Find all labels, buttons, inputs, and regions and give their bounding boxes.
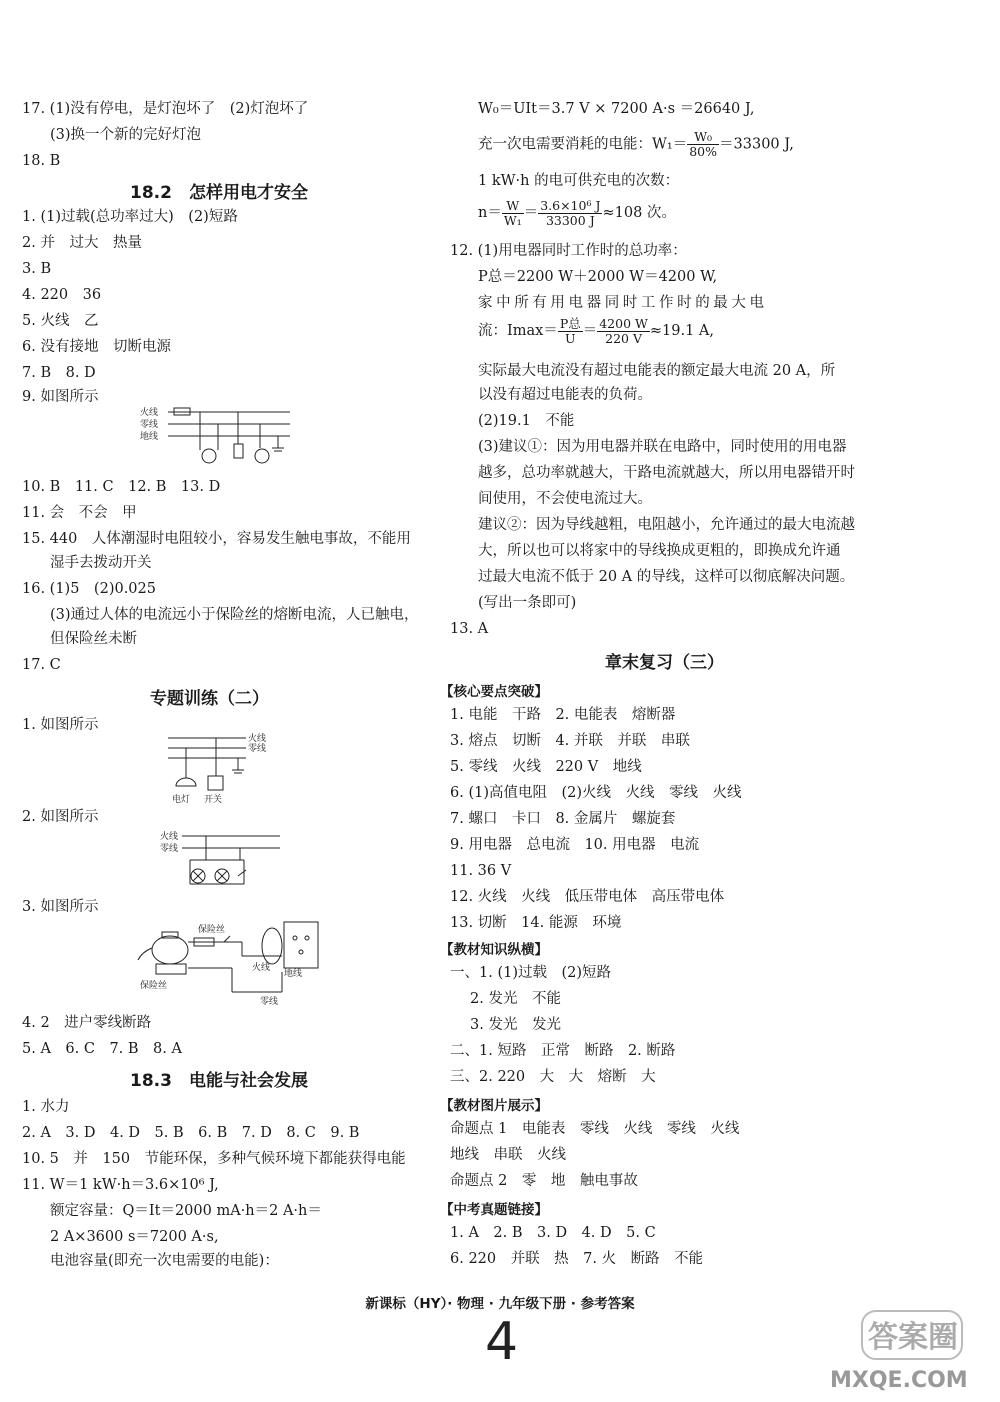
numerator: 4200 W bbox=[599, 315, 648, 331]
formula-text: ＝ bbox=[523, 205, 539, 221]
answer-item: 11. 会 不会 甲 bbox=[22, 505, 137, 521]
section-subtitle: 【中考真题链接】 bbox=[440, 1202, 548, 1218]
denominator: 33300 J bbox=[545, 212, 595, 228]
answer-line: 大，所以也可以将家中的导线换成更粗的，即换成允许通 bbox=[478, 543, 841, 559]
circuit-diagram-1 bbox=[140, 404, 300, 470]
diagram-label-zero: 零线 bbox=[160, 844, 179, 854]
answer-item: 2. A 3. D 4. D 5. B 6. B 7. D 8. C 9. B bbox=[22, 1125, 360, 1141]
section-title-chapter-review: 章末复习（三） bbox=[605, 653, 724, 673]
section-subtitle: 【核心要点突破】 bbox=[440, 684, 548, 700]
answer-line: 建议②：因为导线越粗，电阻越小，允许通过的最大电流越 bbox=[478, 517, 855, 533]
answer-item: 命题点 1 电能表 零线 火线 零线 火线 bbox=[450, 1121, 740, 1137]
section-title-18-3: 18.3 电能与社会发展 bbox=[130, 1071, 308, 1091]
answer-item: 13. 切断 14. 能源 环境 bbox=[450, 915, 622, 931]
answer-item: 3. 熔点 切断 4. 并联 并联 串联 bbox=[450, 733, 690, 749]
answer-item: 10. 5 并 150 节能环保，多种气候环境下都能获得电能 bbox=[22, 1151, 406, 1167]
watermark-logo bbox=[790, 1305, 990, 1395]
answer-item: 12. 火线 火线 低压带电体 高压带电体 bbox=[450, 889, 725, 905]
answer-item: 命题点 2 零 地 触电事故 bbox=[450, 1173, 638, 1189]
diagram-label-zero: 零线 bbox=[140, 420, 159, 430]
answer-item: 11. 36 V bbox=[450, 863, 512, 879]
answer-item: 5. A 6. C 7. B 8. A bbox=[22, 1041, 182, 1057]
answer-item: 2. 如图所示 bbox=[22, 809, 99, 825]
answer-item: 6. (1)高值电阻 (2)火线 火线 零线 火线 bbox=[450, 785, 742, 801]
answer-item-cont: 电池容量(即充一次电需要的电能)： bbox=[50, 1253, 279, 1269]
formula-text: ＝ bbox=[582, 323, 598, 339]
formula-text: ≈19.1 A, bbox=[649, 323, 714, 339]
fraction bbox=[597, 317, 650, 346]
answer-item: 5. 零线 火线 220 V 地线 bbox=[450, 759, 642, 775]
answer-item: 1. 如图所示 bbox=[22, 717, 99, 733]
formula-line bbox=[478, 198, 676, 228]
answer-item: 1. 水力 bbox=[22, 1099, 70, 1115]
answer-item-cont: (3)通过人体的电流远小于保险丝的熔断电流，人已触电， bbox=[50, 607, 419, 623]
answer-item: 15. 440 人体潮湿时电阻较小，容易发生触电事故，不能用 bbox=[22, 531, 411, 547]
answer-line: 间使用，不会使电流过大。 bbox=[478, 491, 652, 507]
answer-item: 2. 发光 不能 bbox=[470, 991, 561, 1007]
answer-line: (3)建议①：因为用电器并联在电路中，同时使用的用电器 bbox=[478, 439, 847, 455]
diagram-label-fire: 火线 bbox=[248, 734, 267, 744]
answer-item: 16. (1)5 (2)0.025 bbox=[22, 581, 156, 597]
formula-text: ＝33300 J, bbox=[719, 136, 794, 153]
answer-item: 12. (1)用电器同时工作时的总功率： bbox=[450, 243, 687, 259]
diagram-label-zero: 零线 bbox=[260, 997, 279, 1007]
answer-item: 地线 串联 火线 bbox=[450, 1147, 566, 1163]
diagram-label-fuse: 保险丝 bbox=[198, 925, 226, 935]
answer-line: (写出一条即可) bbox=[478, 595, 577, 611]
answer-item: 3. 如图所示 bbox=[22, 899, 99, 915]
formula-text: 充一次电需要消耗的电能：W₁＝ bbox=[478, 136, 688, 153]
answer-item: 3. B bbox=[22, 261, 52, 277]
fraction bbox=[538, 199, 602, 228]
answer-item: 4. 220 36 bbox=[22, 287, 102, 303]
answer-item: 二、1. 短路 正常 断路 2. 断路 bbox=[450, 1043, 676, 1059]
watermark-text-bottom: MXQE.COM bbox=[830, 1368, 968, 1393]
numerator: W₀ bbox=[687, 130, 719, 145]
answer-item: 7. 螺口 卡口 8. 金属片 螺旋套 bbox=[450, 811, 676, 827]
diagram-label-fire: 火线 bbox=[252, 963, 271, 973]
answer-item: 17. C bbox=[22, 657, 61, 673]
denominator: U bbox=[565, 330, 576, 346]
answer-item: 5. 火线 乙 bbox=[22, 313, 99, 329]
fraction bbox=[502, 199, 524, 228]
answer-item: 9. 用电器 总电流 10. 用电器 电流 bbox=[450, 837, 700, 853]
answer-line: 实际最大电流没有超过电能表的额定最大电流 20 A，所 bbox=[478, 363, 836, 379]
answer-item: 7. B 8. D bbox=[22, 365, 96, 381]
section-title-18-2: 18.2 怎样用电才安全 bbox=[130, 183, 308, 203]
answer-18: 18. B bbox=[22, 153, 61, 169]
answer-item: 6. 220 并联 热 7. 火 断路 不能 bbox=[450, 1251, 704, 1267]
answer-item: 11. W＝1 kW·h＝3.6×10⁶ J, bbox=[22, 1177, 219, 1193]
diagram-label-fire: 火线 bbox=[140, 408, 159, 418]
denominator: W₁ bbox=[503, 212, 522, 228]
diagram-label-ground: 地线 bbox=[140, 432, 159, 442]
kettle-circuit-diagram bbox=[132, 912, 332, 1012]
answer-item-cont: 2 A×3600 s＝7200 A·s, bbox=[50, 1229, 219, 1245]
fraction bbox=[558, 317, 583, 346]
formula-line bbox=[478, 130, 794, 159]
formula-line bbox=[478, 316, 714, 346]
diagram-label-lamp: 电灯 bbox=[172, 795, 191, 805]
page-footer: 新课标（HY）· 物理 · 九年级下册 · 参考答案 bbox=[365, 1296, 635, 1312]
answer-item: 一、1. (1)过载 (2)短路 bbox=[450, 965, 612, 981]
diagram-label-switch: 开关 bbox=[204, 795, 223, 805]
answer-line: (2)19.1 不能 bbox=[478, 413, 575, 429]
answer-line: W₀＝UIt＝3.7 V × 7200 A·s ＝26640 J, bbox=[478, 101, 755, 117]
diagram-label-fire: 火线 bbox=[160, 832, 179, 842]
watermark-text-top: 答案圈 bbox=[868, 1320, 958, 1355]
diagram-label-fuse: 保险丝 bbox=[140, 981, 168, 991]
formula-text: 流：Imax＝ bbox=[478, 323, 558, 339]
answer-item: 4. 2 进户零线断路 bbox=[22, 1015, 152, 1031]
numerator: 3.6×10⁶ J bbox=[540, 197, 601, 213]
answer-line: P总＝2200 W＋2000 W＝4200 W, bbox=[478, 269, 718, 285]
answer-item: 6. 没有接地 切断电源 bbox=[22, 339, 171, 355]
section-subtitle: 【教材知识纵横】 bbox=[440, 942, 548, 958]
handwritten-page-number: 4 bbox=[485, 1312, 519, 1372]
numerator: P总 bbox=[559, 315, 581, 331]
numerator: W bbox=[502, 199, 524, 214]
section-title-special-training: 专题训练（二） bbox=[150, 689, 269, 709]
answer-item: 9. 如图所示 bbox=[22, 389, 99, 405]
fraction bbox=[687, 130, 719, 159]
circuit-diagram-3 bbox=[160, 826, 290, 894]
answer-item-cont: 但保险丝未断 bbox=[50, 631, 137, 647]
section-subtitle: 【教材图片展示】 bbox=[440, 1098, 548, 1114]
answer-line: 家中所有用电器同时工作时的最大电 bbox=[478, 295, 768, 311]
formula-text: n＝ bbox=[478, 205, 502, 221]
answer-item: 10. B 11. C 12. B 13. D bbox=[22, 479, 221, 495]
answer-line: 以没有超过电能表的负荷。 bbox=[478, 387, 652, 403]
answer-item: 1. A 2. B 3. D 4. D 5. C bbox=[450, 1225, 656, 1241]
answer-item: 13. A bbox=[450, 621, 489, 637]
circuit-diagram-2 bbox=[158, 730, 288, 806]
answer-item: 三、2. 220 大 大 熔断 大 bbox=[450, 1069, 656, 1085]
denominator: 220 V bbox=[605, 330, 642, 346]
answer-line: 1 kW·h 的电可供充电的次数： bbox=[478, 173, 680, 189]
diagram-label-ground: 地线 bbox=[284, 969, 303, 979]
answer-line: 越多，总功率就越大，干路电流就越大，所以用电器错开时 bbox=[478, 465, 855, 481]
answer-item: 3. 发光 发光 bbox=[470, 1017, 561, 1033]
answer-item-cont: 额定容量：Q＝It＝2000 mA·h＝2 A·h＝ bbox=[50, 1203, 322, 1219]
answer-item: 1. (1)过载(总功率过大) (2)短路 bbox=[22, 209, 238, 225]
answer-17-3: (3)换一个新的完好灯泡 bbox=[50, 127, 202, 143]
answer-item: 2. 并 过大 热量 bbox=[22, 235, 142, 251]
diagram-label-zero: 零线 bbox=[248, 744, 267, 754]
formula-text: ≈108 次。 bbox=[602, 205, 676, 221]
answer-item-cont: 湿手去拨动开关 bbox=[50, 555, 152, 571]
denominator: 80% bbox=[689, 144, 718, 159]
answer-line: 过最大电流不低于 20 A 的导线，这样可以彻底解决问题。 bbox=[478, 569, 855, 585]
answer-17: 17. (1)没有停电，是灯泡坏了 (2)灯泡坏了 bbox=[22, 101, 309, 117]
answer-item: 1. 电能 干路 2. 电能表 熔断器 bbox=[450, 707, 676, 723]
